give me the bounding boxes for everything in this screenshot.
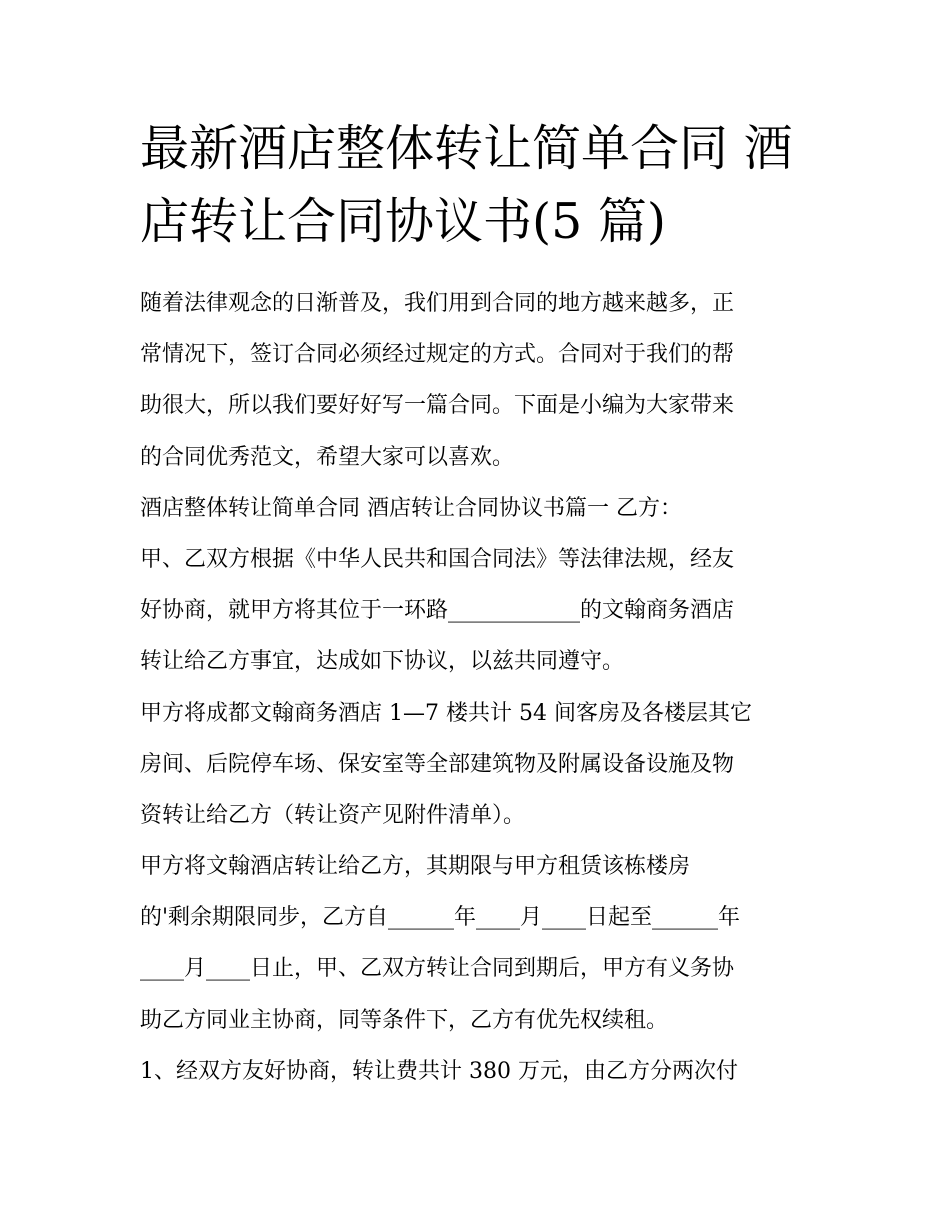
text-line: 1、经双方友好协商，转让费共计 380 万元，由乙方分两次付 xyxy=(140,1058,738,1084)
text-line: 好协商，就甲方将其位于一环路____________的文翰商务酒店 xyxy=(140,598,735,624)
section-heading: 酒店整体转让简单合同 酒店转让合同协议书篇一 乙方： xyxy=(140,495,682,521)
document-body xyxy=(140,278,820,1097)
title-line: 最新酒店整体转让简单合同 酒 xyxy=(140,120,793,177)
text-line: 转让给乙方事宜，达成如下协议，以兹共同遵守。 xyxy=(140,649,625,675)
text-line: ____月____日止，甲、乙双方转让合同到期后，甲方有义务协 xyxy=(140,956,735,982)
text-line: 的合同优秀范文，希望大家可以喜欢。 xyxy=(140,444,515,470)
document-title xyxy=(140,112,820,258)
text-line: 甲方将文翰酒店转让给乙方，其期限与甲方租赁该栋楼房 xyxy=(140,854,691,880)
text-line: 甲方将成都文翰商务酒店 1—7 楼共计 54 间客房及各楼层其它 xyxy=(140,700,752,726)
text-line: 助乙方同业主协商，同等条件下，乙方有优先权续租。 xyxy=(140,1007,669,1033)
title-line: 店转让合同协议书(5 篇) xyxy=(140,193,666,250)
text-line: 甲、乙双方根据《中华人民共和国合同法》等法律法规，经友 xyxy=(140,546,735,572)
text-line: 的'剩余期限同步，乙方自______年____月____日起至______年 xyxy=(140,905,741,931)
text-line: 常情况下，签订合同必须经过规定的方式。合同对于我们的帮 xyxy=(140,342,735,368)
text-line: 资转让给乙方（转让资产见附件清单）。 xyxy=(140,802,526,828)
text-line: 房间、后院停车场、保安室等全部建筑物及附属设备设施及物 xyxy=(140,751,735,777)
text-line: 随着法律观念的日渐普及，我们用到合同的地方越来越多，正 xyxy=(140,291,735,316)
text-line: 助很大，所以我们要好好写一篇合同。下面是小编为大家带来 xyxy=(140,393,735,419)
